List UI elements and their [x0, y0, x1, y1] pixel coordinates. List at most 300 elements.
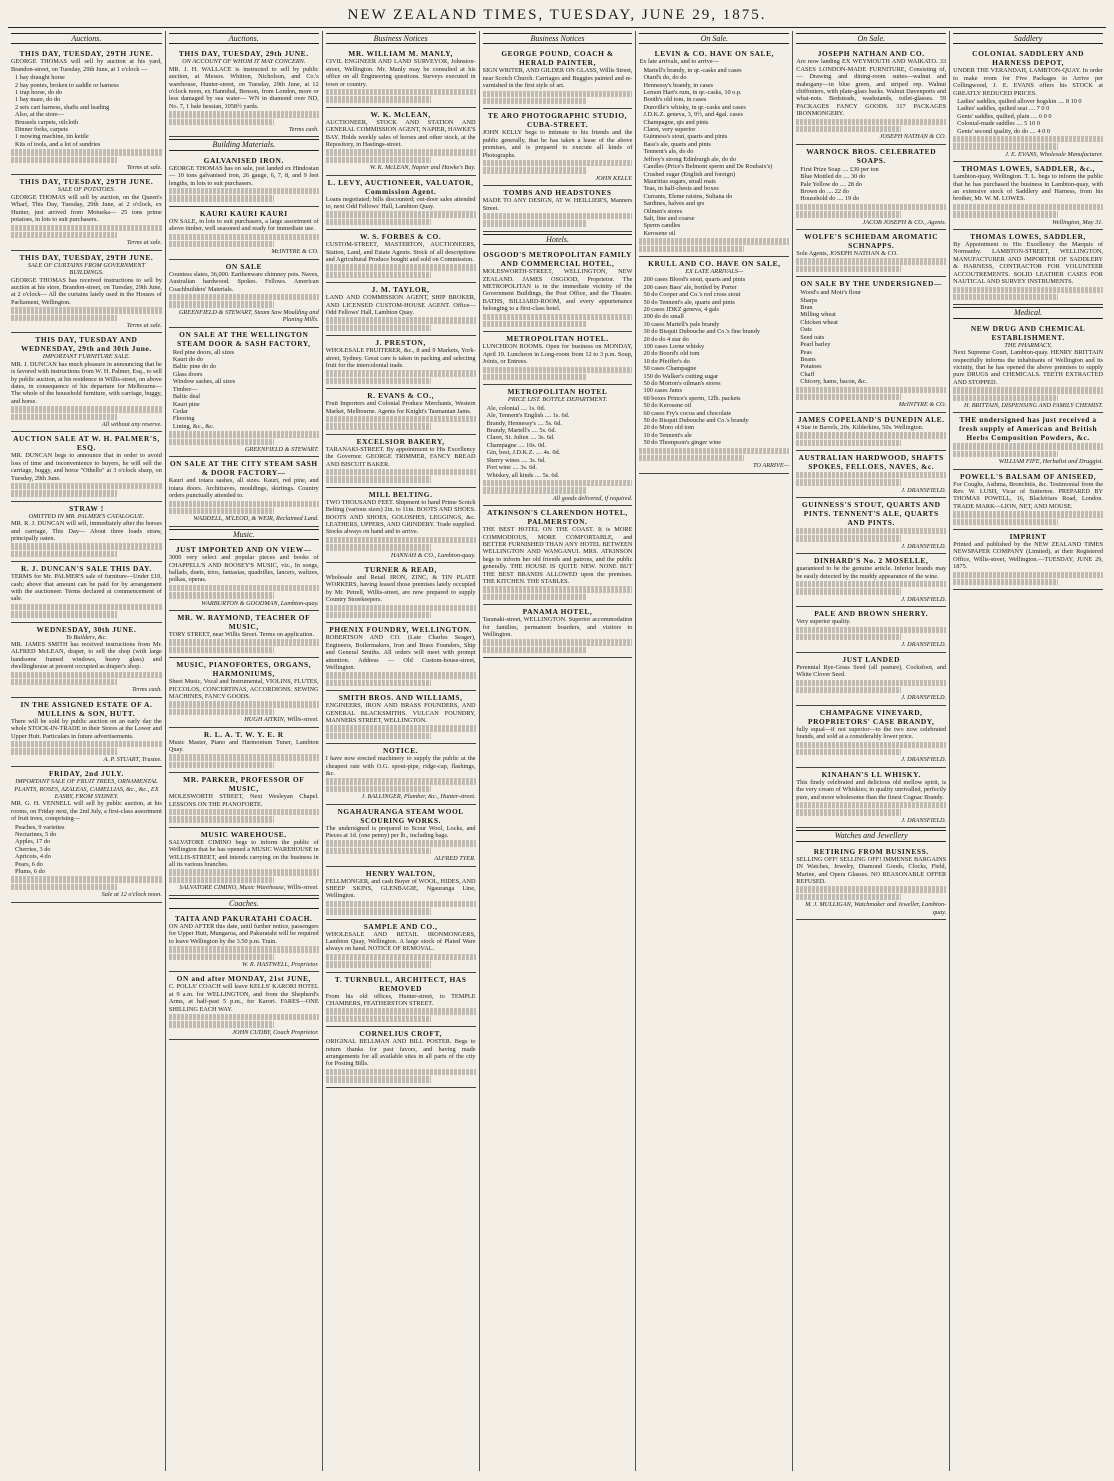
ad-item-list	[796, 166, 946, 203]
advertisement	[796, 653, 946, 706]
fine-print-texture	[483, 213, 633, 219]
ad-signature: J. E. EVANS, Wholesale Manufacturer.	[1005, 150, 1104, 158]
fine-print-texture	[953, 572, 1103, 578]
list-item: Bass's ale, quarts and pints	[643, 140, 711, 148]
fine-print-texture	[11, 604, 162, 610]
ad-body: 4 Star in Barrels, 20s. Kilderkins, 50s. Wellington.	[796, 423, 924, 431]
column-2	[165, 31, 322, 1471]
ad-signature: J. DRANSFIELD.	[901, 595, 947, 603]
list-item: Champagne .... 10s. 0d.	[486, 441, 546, 449]
ad-signature: JOHN KELLY.	[595, 174, 633, 182]
ad-title: POWELL'S BALSAM OF ANISEED,	[959, 471, 1097, 481]
fine-print-texture	[796, 588, 901, 594]
list-item: Booth's old tom, in cases	[643, 96, 707, 104]
advertisement	[169, 154, 319, 207]
list-item: Candles (Price's Belmont sperm and De Roubaix's)	[643, 163, 773, 171]
advertisement	[169, 828, 319, 896]
list-item: 20 do Moro old tom	[643, 424, 695, 432]
list-item: Household do .... 19 do	[800, 195, 860, 203]
ad-item-list	[11, 74, 162, 148]
fine-print-texture	[483, 586, 633, 592]
ad-title: THE undersigned has just received a fresh supply of American and British Herbs Composition Powders, &c.	[958, 415, 1098, 443]
ad-subtitle: SALE OF POTATOES.	[57, 186, 116, 194]
fine-print-texture	[169, 816, 274, 822]
ad-title: DINHARD'S No. 2 MOSELLE,	[814, 556, 929, 566]
fine-print-texture	[169, 754, 319, 760]
ad-body: Sheet Music, Vocal and Instrumental, VIOLINS, FLUTES, PICCOLOS, CONCERTINAS, ACCORDIONS. SEWING MACHINES, FANCY GOODS.	[168, 678, 319, 700]
fine-print-texture	[326, 317, 476, 323]
ad-title: W. K. McLEAN,	[370, 109, 431, 119]
list-item: 150 do Walker's cutting sugar	[643, 372, 719, 380]
list-item: Wood's and Moir's flour	[800, 289, 861, 297]
ad-title: MUSIC, PIANOFORTES, ORGANS, HARMONIUMS,	[176, 660, 312, 679]
ad-subtitle: THE PHARMACY,	[1004, 341, 1052, 349]
section-heading: Building Materials.	[169, 139, 319, 150]
advertisement	[953, 530, 1103, 590]
fine-print-texture	[796, 258, 946, 264]
ad-body: I have now erected machinery to supply the public at the cheapest rate with O.G. spout-pipe, ridge-cap, flashings, &c.	[325, 755, 476, 778]
fine-print-texture	[169, 1021, 274, 1027]
fine-print-texture	[326, 544, 431, 550]
advertisement	[169, 972, 319, 1040]
fine-print-texture	[169, 195, 274, 201]
advertisement	[11, 502, 162, 562]
list-item: 50 do Cooper and Co.'s red cross stout	[643, 291, 741, 299]
ad-item-list	[483, 405, 633, 479]
fine-print-texture	[11, 748, 117, 754]
ad-title: NEW DRUG AND CHEMICAL ESTABLISHMENT.	[970, 323, 1086, 342]
list-item: Window sashes, all sizes	[172, 378, 236, 386]
ad-title: PHŒNIX FOUNDRY, WELLINGTON.	[329, 625, 472, 635]
ad-body: 3000 very select and popular pieces and books of CHAPPELL'S AND BOOSEY'S MUSIC, viz., In songs, ballads, duets, trios, fantasias, quadrilles, lancers, waltzes, polkas, operas.	[168, 554, 319, 584]
advertisement	[796, 554, 946, 607]
list-item: Kauri pine	[172, 400, 200, 408]
ad-signature: WADDELL, M'LEOD, & WEIR, Reclaimed Land.	[193, 515, 319, 523]
section-heading: Watches and Jewellery	[796, 830, 946, 841]
fine-print-texture	[169, 869, 319, 875]
list-item: Sharps	[800, 296, 818, 304]
list-item: Milling wheat	[800, 311, 836, 319]
fine-print-texture	[483, 487, 588, 493]
fine-print-texture	[639, 246, 744, 252]
ad-body: Taranaki-street, WELLINGTON. Superior accommodation for families, permanent boarders, and visitors to Wellington.	[482, 616, 633, 638]
advertisement	[953, 230, 1103, 305]
advertisement	[11, 562, 162, 622]
ad-body: SIGN WRITER, AND GILDER ON GLASS, Willis Street, near Scotch Church. Carriages and Buggies painted and re-varnished in the first style of art.	[482, 67, 633, 90]
ad-body: This finely celebrated and delicious old mellow spirit, is the very cream of Whiskies; in quality unrivalled, perfectly pure, and more wholesome than the finest Cognac Brandy.	[796, 778, 947, 801]
list-item: 50 do Tennent's ale, quarts and pints	[643, 298, 735, 306]
fine-print-texture	[11, 483, 162, 489]
ad-title: R. L. A. T. W. Y. E. R	[203, 729, 284, 739]
advertisement	[11, 698, 162, 767]
list-item: Nectarines, 5 do	[15, 831, 57, 839]
list-item: Seed oats	[800, 333, 825, 341]
column-6	[792, 31, 949, 1471]
list-item: Brandy, Hennessy's .... 5s. 6d.	[486, 419, 562, 427]
fine-print-texture	[11, 157, 117, 163]
fine-print-texture	[326, 264, 476, 270]
fine-print-texture	[953, 287, 1103, 293]
ad-title: ATKINSON'S CLARENDON HOTEL, PALMERSTON.	[487, 508, 628, 527]
ad-signature: J. DRANSFIELD.	[901, 542, 947, 550]
ad-signature: McINTYRE & CO.	[898, 401, 947, 409]
ad-body: TARANAKI-STREET. By appointment to His Excellency the Governor. GEORGE TRIMMER, FANCY BREAD AND BISCUIT BAKER.	[325, 445, 476, 468]
ad-signature: J. DRANSFIELD.	[901, 816, 947, 824]
fine-print-texture	[326, 901, 476, 907]
fine-print-texture	[326, 96, 431, 102]
list-item: Guinness's stout, quarts and pints	[643, 133, 728, 141]
ad-signature: W. K. McLEAN, Napier and Hawke's Bay.	[369, 164, 476, 172]
fine-print-texture	[483, 374, 588, 380]
ad-title: J. M. TAYLOR,	[371, 285, 430, 295]
advertisement	[169, 912, 319, 972]
ad-body: Printed and published by the NEW ZEALAND TIMES NEWSPAPER COMPANY (Limited), at their Registered Office, Willis-street, Wellington.—TUESDAY, JUNE 29, 1875.	[953, 540, 1104, 571]
ad-body: The undersigned is prepared to Scour Wool, Locks, and Pieces at 1d. (one penny) per lb., including bags.	[325, 824, 476, 840]
ad-body: MOLESWORTH STREET, Next Wesleyan Chapel. LESSONS ON THE PIANOFORTE.	[168, 793, 319, 808]
advertisement	[326, 867, 476, 920]
ad-signature: GREENFIELD & STEWART.	[244, 445, 319, 453]
ad-body: By Appointment to His Excellency the Marquis of Normanby. LAMBTON-STREET, WELLINGTON, MANUFACTURER AND IMPORTER OF SADDLERY & HARNESS, CONTRACTOR FOR VOLUNTEER ACCOUTREMENTS. SOLID LEATHER CASES FOR NAUTICAL AND SURVEY INSTRUMENTS.	[953, 241, 1104, 286]
list-item: Bran	[800, 304, 813, 312]
list-item: Crushed sugar (English and foreign)	[643, 170, 736, 178]
fine-print-texture	[326, 476, 431, 482]
list-item: 50 do Thompson's ginger wine	[643, 439, 722, 447]
ad-body: Next Supreme Court, Lambton-quay. HENRY BRITTAIN respectfully informs the inhabitants of Wellington and its vicinity, that he has opened the above premises to supply pure DRUGS and CHEMICALS. TEETH EXTRACTED AND STOPPED.	[953, 349, 1104, 386]
fine-print-texture	[11, 414, 117, 420]
ad-body: ON SALE, in lots to suit purchasers, a large assortment of above timber, well seasoned and ready for immediate use.	[168, 217, 319, 233]
fine-print-texture	[953, 136, 1103, 142]
list-item: Champagne, qts and pints	[643, 118, 709, 126]
ad-signature: McINTYRE & CO.	[271, 248, 319, 256]
ad-title: THIS DAY, TUESDAY, 29TH JUNE.	[19, 177, 154, 187]
fine-print-texture	[483, 594, 588, 600]
columns-container	[8, 31, 1106, 1471]
fine-print-texture	[326, 1076, 431, 1082]
ad-title: JUST IMPORTED AND ON VIEW—	[175, 545, 312, 555]
advertisement	[796, 498, 946, 554]
fine-print-texture	[953, 451, 1058, 457]
ad-signature: H. BRITTAIN, DISPENSING AND FAMILY CHEMIST.	[964, 401, 1104, 409]
fine-print-texture	[326, 778, 476, 784]
list-item: Glass doors	[172, 370, 203, 378]
ad-signature: A. P. STUART, Trustee.	[103, 755, 162, 763]
advertisement	[326, 336, 476, 389]
list-item: 50 cases Champagne	[643, 365, 697, 373]
ad-body: TWO THOUSAND FEET. Shipment to hand Prime Scotch Belting (various sizes) 2in. to 11in. BOOTS AND SHOES. BOOTS AND SHOES, GOLOSHES, LEGGINGS, &c. LEATHERS, UPPERS, AND GRINDERY. Trade supplied. Stocks always on hand and to arrive.	[325, 498, 476, 536]
ad-signature: JOHN CUDBY, Coach Proprietor.	[232, 1028, 319, 1036]
fine-print-texture	[169, 1014, 319, 1020]
section-heading: Auctions.	[11, 33, 162, 44]
advertisement	[483, 186, 633, 232]
ad-title: TAITA AND PAKURATAHI COACH.	[175, 913, 313, 923]
advertisement	[326, 973, 476, 1028]
ad-signature: W. R. HASTWELL, Proprietor.	[242, 960, 319, 968]
fine-print-texture	[169, 701, 319, 707]
ad-body: Fruit Importers and Colonial Produce Merchants, Western Market, Melbourne. Agents for Knight's Tasmanian Jams.	[325, 400, 476, 415]
fine-print-texture	[796, 394, 901, 400]
fine-print-texture	[796, 634, 901, 640]
fine-print-texture	[326, 725, 476, 731]
advertisement	[483, 248, 633, 332]
list-item: 2 bay ponies, broken to saddle or harness	[15, 81, 119, 89]
ad-body: MR. G. H. VENNELL will sell by public auction, at his rooms, on Friday next, the 2nd July, a first-class assortment of fruit trees, comprising—	[11, 800, 162, 823]
fine-print-texture	[639, 455, 744, 461]
list-item: First Prize Soap .... £30 per ton	[800, 165, 879, 173]
fine-print-texture	[11, 543, 162, 549]
ad-body: Very superior quality.	[796, 618, 851, 626]
section-heading: On Sale.	[639, 33, 789, 44]
fine-print-texture	[796, 886, 946, 892]
ad-title: FRIDAY, 2nd JULY.	[49, 769, 124, 779]
ad-title: WEDNESDAY, 30th JUNE.	[36, 624, 137, 634]
list-item: Potatoes	[800, 363, 822, 371]
fine-print-texture	[796, 528, 946, 534]
ad-title: JAMES COPELAND'S DUNEDIN ALE.	[797, 414, 945, 424]
ad-title: MILL BELTING.	[368, 489, 433, 499]
list-item: Chicken wheat	[800, 318, 838, 326]
fine-print-texture	[953, 579, 1058, 585]
fine-print-texture	[796, 894, 901, 900]
list-item: 200 cases Blood's stout, quarts and pints	[643, 276, 746, 284]
ad-signature: Terms at sale.	[126, 164, 162, 172]
fine-print-texture	[483, 639, 633, 645]
list-item: Mauritius sugars, small mats	[643, 177, 716, 185]
ad-body: TORY STREET, near Willis Street. Terms on application.	[168, 630, 315, 638]
advertisement	[796, 607, 946, 653]
list-item: 30 do Bisquit Dubouche and Co.'s fine brandy	[643, 328, 761, 336]
ad-title: JUST LANDED	[842, 654, 901, 664]
advertisement	[796, 845, 946, 920]
fine-print-texture	[169, 439, 274, 445]
ad-body: FELLMONGER, and cash Buyer of WOOL, HIDES, AND SHEEP SKINS, GLENBAGIE, Ngauranga Line, Wellington.	[325, 877, 476, 900]
list-item: Salt, fine and coarse	[643, 214, 695, 222]
advertisement	[639, 47, 789, 257]
fine-print-texture	[169, 592, 274, 598]
section-heading: Music.	[169, 529, 319, 540]
fine-print-texture	[796, 802, 946, 808]
fine-print-texture	[326, 733, 431, 739]
ad-body: GEORGE THOMAS will sell by auction at his yard, Brandon-street, on Tuesday, 29th June, at 1 o'clock —	[11, 58, 162, 73]
list-item: Blue Mottled do .... 30 do	[800, 173, 866, 181]
fine-print-texture	[169, 585, 319, 591]
ad-item-list	[639, 276, 789, 446]
ad-body: MADE TO ANY DESIGN, AT W. HEILLIER'S, Manners Street.	[482, 197, 633, 212]
fine-print-texture	[11, 611, 117, 617]
ad-title: ON SALE BY THE UNDERSIGNED—	[800, 279, 942, 289]
advertisement	[169, 611, 319, 658]
list-item: Cedar	[172, 407, 188, 415]
list-item: Pale Yellow do .... 28 do	[800, 180, 862, 188]
ad-title: METROPOLITAN HOTEL	[507, 387, 608, 397]
ad-signature: SALVATORE CIMINO, Music Warehouse, Willis-street.	[179, 884, 319, 892]
ad-body: WHOLESALE AND RETAIL IRONMONGERS, Lambton Quay, Wellington. A large stock of Plated Ware always on hand. NOTICE OF REMOVAL.	[325, 930, 476, 953]
advertisement	[11, 333, 162, 432]
ad-body: Kauri and totara sashes, all sizes. Kauri, red pine, and totara doors. Architraves, mouldings, skirtings. Country orders punctually attended to.	[168, 477, 319, 500]
fine-print-texture	[326, 416, 476, 422]
ad-title: R. J. DUNCAN'S SALE THIS DAY.	[20, 564, 152, 574]
advertisement	[796, 768, 946, 828]
section-heading: Auctions.	[169, 33, 319, 44]
ad-item-list	[639, 67, 789, 237]
fine-print-texture	[796, 581, 946, 587]
fine-print-texture	[169, 508, 274, 514]
ad-title: GEORGE POUND, COACH & HERALD PAINTER,	[501, 49, 614, 68]
ad-subtitle: PRICE LIST. BOTTLE DEPARTMENT.	[507, 396, 608, 404]
list-item: Sherry wines .... 3s. 6d.	[486, 456, 546, 464]
list-item: Ale, colonial .... 1s. 0d.	[486, 404, 546, 412]
fine-print-texture	[326, 954, 476, 960]
advertisement	[169, 328, 319, 458]
fine-print-texture	[169, 709, 274, 715]
ad-body: THE BEST HOTEL ON THE COAST. It is MORE COMMODIOUS, MORE COMFORTABLE, and BETTER FURNISHED THAN ANY HOTEL BETWEEN WELLINGTON AND WANGANUI. MRS. ATKINSON begs to inform her old friends and patrons, and the public generally. THE HOUSE IS QUITE NEW. NONE BUT THE BEST BRANDS ALLOWED upon the premises. THE KITCHEN. THE STABLES.	[482, 526, 633, 585]
ad-body: MOLESWORTH-STREET, WELLINGTON, NEW ZEALAND. JAMES OSGOOD, Proprietor. The METROPOLITAN is in the immediate vicinity of the Government Buildings, the Post Office, and the Theatre. BATHS, BILLIARD-ROOM, and every appurtenance belonging to a first-class hotel.	[482, 268, 633, 313]
list-item: 20 do Boord's old tom	[643, 350, 700, 358]
fine-print-texture	[326, 157, 431, 163]
list-item: Otard's do, do do	[643, 74, 687, 82]
advertisement	[11, 47, 162, 175]
advertisement	[326, 563, 476, 623]
fine-print-texture	[169, 946, 319, 952]
fine-print-texture	[483, 367, 633, 373]
fine-print-texture	[796, 119, 946, 125]
list-item: Brussels carpets, oilcloth	[15, 118, 79, 126]
ad-signature: J. DRANSFIELD.	[901, 756, 947, 764]
list-item: Brandy, Martell's .... 5s. 6d.	[486, 427, 557, 435]
advertisement	[326, 47, 476, 107]
ad-title: THIS DAY, TUESDAY, 29TH JUNE.	[19, 49, 154, 59]
fine-print-texture	[796, 627, 946, 633]
advertisement	[326, 1027, 476, 1087]
ad-title: EXCELSIOR BAKERY,	[356, 436, 445, 446]
advertisement	[483, 385, 633, 506]
advertisement	[483, 47, 633, 109]
ad-signature: WARBURTON & GOODMAN, Lambton-quay.	[201, 599, 319, 607]
fine-print-texture	[483, 321, 588, 327]
ad-title: LEVIN & CO. HAVE ON SALE,	[654, 49, 775, 59]
ad-title: AUCTION SALE AT W. H. PALMER'S, ESQ.	[13, 434, 160, 453]
section-heading: Coaches.	[169, 898, 319, 909]
list-item: Chicory, hams, bacon, &c.	[800, 378, 868, 386]
advertisement	[326, 691, 476, 744]
fine-print-texture	[953, 443, 1103, 449]
fine-print-texture	[326, 325, 431, 331]
column-4	[479, 31, 636, 1471]
ad-title: THIS DAY, TUESDAY AND WEDNESDAY, 29th and 30th June.	[21, 335, 152, 354]
advertisement	[796, 277, 946, 412]
fine-print-texture	[796, 440, 901, 446]
fine-print-texture	[11, 876, 162, 882]
advertisement	[11, 432, 162, 501]
ad-signature: Terms at sale.	[126, 321, 162, 329]
fine-print-texture	[326, 1016, 431, 1022]
list-item: Ladies' saddles, quilted allover hogskin .... 8 10 0	[957, 98, 1082, 106]
ad-body: C. POLLS' COACH will leave KELLS' KARORI HOTEL at 9 a.m. for WELLINGTON, and from the Shepherd's Arms, at half-past 5 p.m., for Karori. FARES—ONE SHILLING EACH WAY.	[168, 983, 319, 1013]
ad-title: KRULL AND CO. HAVE ON SALE,	[648, 258, 781, 268]
ad-title: IMPRINT	[1009, 531, 1047, 541]
fine-print-texture	[169, 301, 274, 307]
advertisement	[326, 108, 476, 176]
ad-signature: Sale at 12 o'clock noon.	[101, 891, 162, 899]
list-item: Beans	[800, 355, 816, 363]
fine-print-texture	[796, 680, 946, 686]
ad-signature: JACOB JOSEPH & CO., Agents.	[862, 218, 947, 226]
ad-body: From his old offices, Hunter-street, to TEMPLE CHAMBERS, FEATHERSTON STREET.	[325, 992, 476, 1008]
fine-print-texture	[326, 612, 431, 618]
fine-print-texture	[326, 605, 476, 611]
list-item: Colonial-made saddles .... 5 10 0	[957, 120, 1040, 128]
advertisement	[11, 251, 162, 334]
ad-subtitle: ON ACCOUNT OF WHOM IT MAY CONCERN.	[182, 58, 306, 66]
section-heading: Hotels.	[483, 234, 633, 245]
ad-title: ON SALE AT THE CITY STEAM SASH & DOOR FACTORY—	[169, 459, 318, 478]
ad-item-list	[169, 349, 319, 430]
ad-item-list	[953, 98, 1103, 135]
fine-print-texture	[796, 472, 946, 478]
ad-signature: Terms cash.	[288, 126, 319, 134]
fine-print-texture	[326, 89, 476, 95]
ad-title: COLONIAL SADDLERY AND HARNESS DEPOT,	[972, 49, 1085, 68]
list-item: Oats	[800, 326, 812, 334]
ad-body: WHOLESALE FRUITERER, &c., 8 and 9 Markets, York-street, Sydney. Great care is taken in packing and selecting fruit for the intercolonial trade.	[325, 347, 476, 370]
ad-signature: Wellington, May 31.	[1052, 218, 1104, 226]
list-item: Gin, best, J.D.K.Z. .... 4s. 0d.	[486, 449, 561, 457]
ad-title: TURNER & READ,	[364, 565, 437, 575]
list-item: 20 cases JDKZ geneva, 4 gals	[643, 305, 719, 313]
section-heading: Business Notices	[483, 33, 633, 44]
ad-body: Are now landing EX WEYMOUTH AND WAIKATO. 33 CASES LONDON-MADE FURNITURE, Consisting of,— Drawing and dining-room suites—walnut and mahogany—in blue green, and striped rep. Walnut chiffoniers, with plate-glass backs. Walnut Davenports and what-nots. Bedsteads, washstands, toilet-glasses. 59 PACKAGES FANCY GOODS. 317 PACKAGES IRONMONGERY.	[796, 58, 947, 118]
ad-title: W. S. FORBES & CO.	[359, 232, 442, 242]
ad-title: JOSEPH NATHAN AND CO.	[817, 49, 925, 59]
fine-print-texture	[169, 501, 319, 507]
ad-body: MR. R. J. DUNCAN will sell, immediately after the horses and carriage, This Day— About three loads straw, principally oaten.	[11, 520, 162, 542]
ad-title: ON and after MONDAY, 21st JUNE,	[176, 974, 311, 984]
ad-subtitle: IMPORTANT FURNITURE SALE.	[42, 353, 131, 361]
list-item: Hennessy's brandy, in cases	[643, 81, 714, 89]
list-item: Dunville's whisky, in qr.-casks and cases	[643, 103, 746, 111]
fine-print-texture	[953, 387, 1103, 393]
ad-title: ON SALE	[225, 261, 263, 271]
ad-body: ROBERTSON AND CO. (Late Charles Seager), Engineers, Boilermakers, Iron and Brass Founders, Ship and General Smiths. All orders will meet with prompt attention. Address — Old Custom-house-street, Wellington.	[325, 634, 476, 672]
ad-body: Perennial Rye-Grass Seed (all pasture), Cocksfoot, and White Clover Seed.	[796, 663, 947, 679]
ad-body: LAND AND COMMISSION AGENT, SHIP BROKER, AND LICENSED CUSTOM-HOUSE AGENT. Office—Odd Fellows' Hall, Lambton Quay.	[325, 294, 476, 317]
advertisement	[796, 145, 946, 230]
advertisement	[169, 47, 319, 137]
fine-print-texture	[483, 160, 633, 166]
fine-print-texture	[483, 480, 633, 486]
list-item: Lining, &c., &c.	[172, 422, 215, 430]
ad-body: ORIGINAL BELLMAN AND BILL POSTER. Begs to return thanks for past favors, and having made arrangements for all available sites in all parts of the city for Posting Bills.	[325, 1038, 476, 1068]
list-item: 30 cases Martell's pale brandy	[643, 320, 720, 328]
advertisement	[11, 767, 162, 902]
ad-body: GEORGE THOMAS will sell by auction, on the Queen's Wharf, This Day, Tuesday, 29th June, at 2 o'clock, ex Hunter, just arrived from Motueka— 25 tons prime potatoes, in lots to suit purchasers.	[11, 193, 162, 224]
ad-body: guaranteed to be the genuine article. Inferior brands may be easily detected by the muddy appearance of the wine.	[796, 565, 947, 580]
column-5	[635, 31, 792, 1471]
fine-print-texture	[326, 149, 476, 155]
advertisement	[796, 451, 946, 498]
list-item: Brown do .... 22 do	[800, 188, 849, 196]
list-item: Baltic pine do do	[172, 363, 217, 371]
list-item: 50 do Kerosene oil	[643, 402, 692, 410]
fine-print-texture	[11, 406, 162, 412]
fine-print-texture	[326, 537, 476, 543]
list-item: Peas	[800, 348, 812, 356]
list-item: Chaff	[800, 370, 815, 378]
advertisement	[326, 283, 476, 336]
list-item: Teas, in half-chests and boxes	[643, 185, 719, 193]
list-item: Claret, St. Julien .... 3s. 6d.	[486, 434, 555, 442]
ad-subtitle: To Builders, &c.	[65, 633, 108, 641]
list-item: 50 do Bisquit Dubouche and Co.'s brandy	[643, 417, 749, 425]
